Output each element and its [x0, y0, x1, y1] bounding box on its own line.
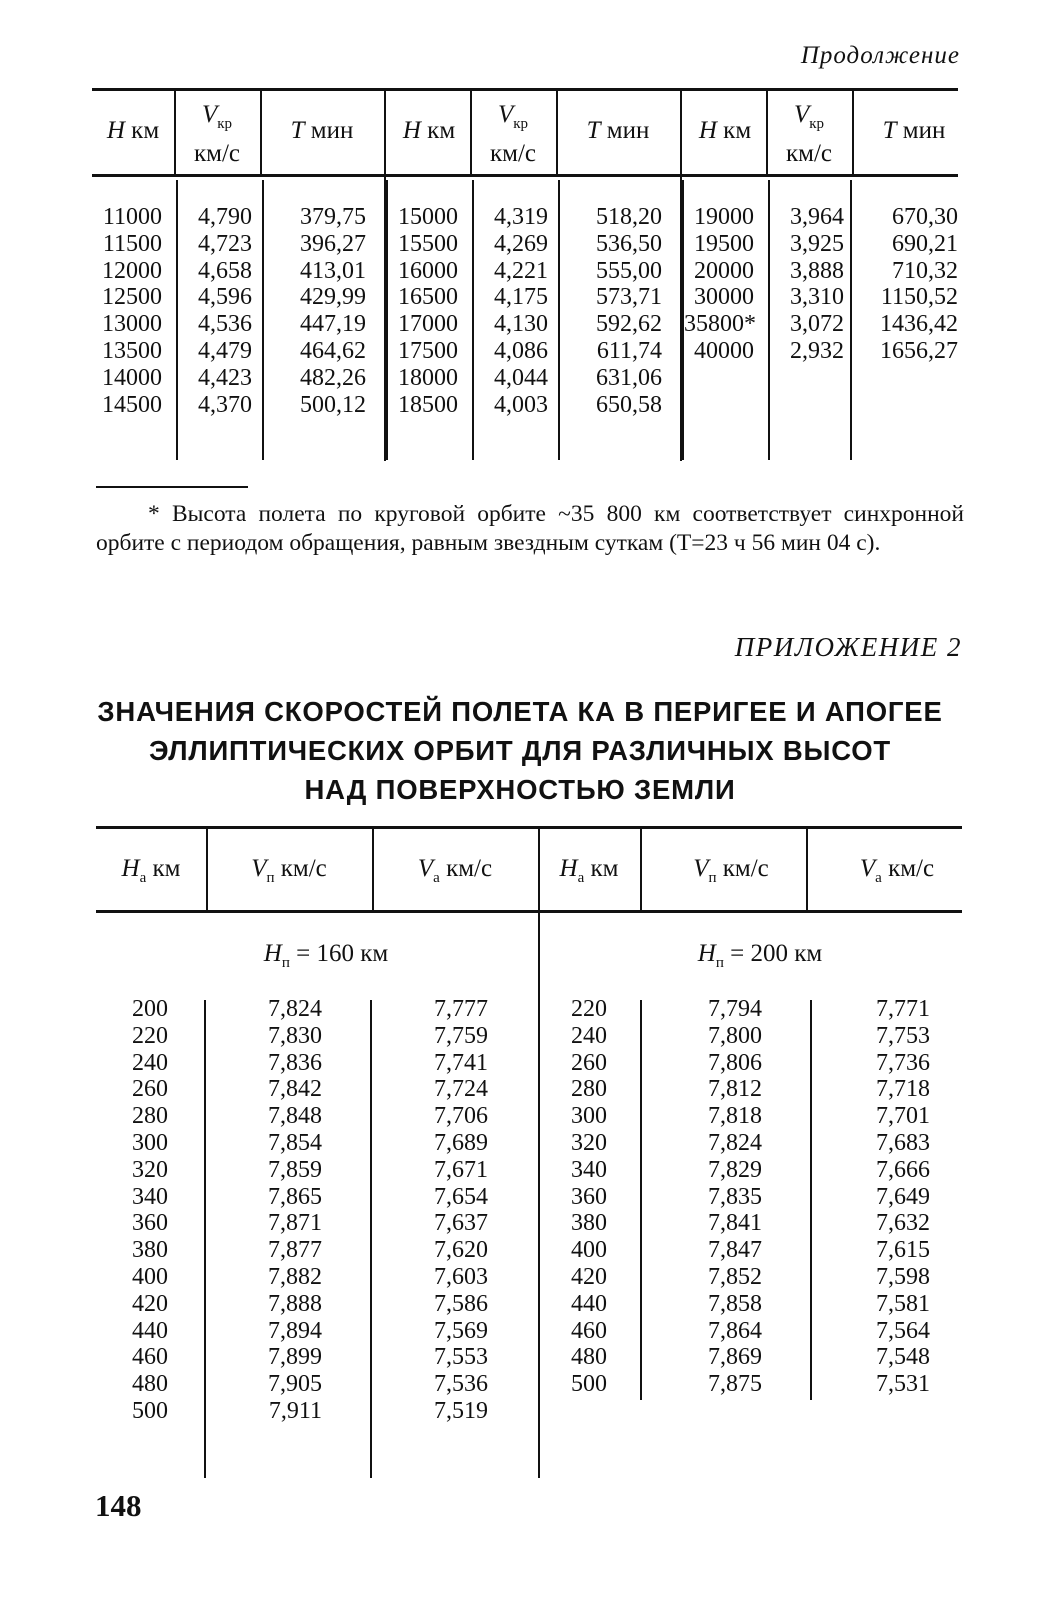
table-cell: 320 — [571, 1129, 607, 1156]
table-cell: 15000 — [398, 204, 458, 230]
table-cell: 592,62 — [596, 311, 662, 338]
table-cell: 4,536 — [198, 311, 252, 338]
table-cell: 11000 — [102, 204, 162, 230]
table-cell: 650,58 — [596, 391, 662, 418]
table-cell: 7,829 — [708, 1156, 762, 1183]
table-cell: 1436,42 — [880, 311, 958, 338]
table1-column-T — [556, 204, 662, 418]
table-cell: 320 — [132, 1156, 168, 1183]
table2-column-divider — [204, 1000, 206, 1478]
table2-column-divider — [640, 1000, 642, 1400]
table-cell: 7,615 — [876, 1237, 930, 1264]
table-cell: 7,581 — [876, 1290, 930, 1317]
table-cell: 7,689 — [434, 1129, 488, 1156]
table-cell: 460 — [571, 1317, 607, 1344]
table-cell: 7,835 — [708, 1183, 762, 1210]
table-cell: 18000 — [398, 364, 458, 391]
table-cell: 19000 — [694, 204, 754, 230]
table-cell: 2,932 — [790, 337, 844, 364]
table-cell: 690,21 — [892, 230, 958, 257]
table-cell: 4,221 — [494, 257, 548, 284]
table1-column-V — [476, 204, 548, 418]
table2-header-cell: $V_а$ км/с — [859, 855, 935, 886]
table-cell: 35800* — [684, 311, 756, 338]
appendix-label: ПРИЛОЖЕНИЕ 2 — [734, 632, 962, 662]
table-cell: 710,32 — [892, 257, 958, 284]
table-cell: 7,911 — [268, 1397, 322, 1424]
table1-column-divider — [472, 180, 474, 460]
table1-column-T — [852, 204, 958, 365]
table-cell: 12000 — [102, 257, 162, 284]
table-cell: 480 — [571, 1344, 607, 1371]
title-line: НАД ПОВЕРХНОСТЬЮ ЗЕМЛИ — [304, 774, 736, 805]
table1-top-rule — [92, 88, 958, 91]
table-cell: 280 — [132, 1103, 168, 1130]
table-cell: 16000 — [398, 257, 458, 284]
table2-header-cell: $V_а$ км/с — [417, 855, 493, 886]
table-cell: 260 — [132, 1076, 168, 1103]
table-cell: 7,869 — [708, 1344, 762, 1371]
table-cell: 4,723 — [198, 230, 252, 257]
table1-header-cell: T мин — [586, 117, 650, 144]
table-cell: 7,531 — [876, 1371, 930, 1398]
table1-column-H — [92, 204, 162, 418]
table-cell: 1656,27 — [880, 337, 958, 364]
table-cell: 7,564 — [876, 1317, 930, 1344]
table1-header-cell: H км — [698, 117, 752, 144]
table-cell: 13500 — [102, 337, 162, 364]
table-cell: 7,882 — [268, 1263, 322, 1290]
table-cell: 7,683 — [876, 1129, 930, 1156]
table-cell: 3,072 — [790, 311, 844, 338]
table-cell: 7,553 — [434, 1344, 488, 1371]
table-cell: 7,858 — [708, 1290, 762, 1317]
table-cell: 7,824 — [268, 996, 322, 1022]
table1-column-divider — [176, 180, 178, 460]
table-cell: 12500 — [102, 284, 162, 311]
footnote-rule — [96, 486, 248, 488]
table-cell: 7,830 — [268, 1022, 322, 1049]
table-cell: 7,666 — [876, 1156, 930, 1183]
table-cell: 631,06 — [596, 364, 662, 391]
table-cell: 670,30 — [892, 204, 958, 230]
table2-column-Ha — [100, 996, 168, 1425]
table-cell: 7,718 — [876, 1076, 930, 1103]
table-cell: 340 — [132, 1183, 168, 1210]
table-cell: 11500 — [102, 230, 162, 257]
table-cell: 240 — [571, 1022, 607, 1049]
table-cell: 17000 — [398, 311, 458, 338]
table-cell: 7,848 — [268, 1103, 322, 1130]
table-cell: 4,423 — [198, 364, 252, 391]
table-cell: 7,841 — [708, 1210, 762, 1237]
table-cell: 7,852 — [708, 1263, 762, 1290]
table-cell: 500,12 — [300, 391, 366, 418]
table-cell: 480 — [132, 1371, 168, 1398]
table-cell: 20000 — [694, 257, 754, 284]
table-cell: 573,71 — [596, 284, 662, 311]
table-cell: 19500 — [694, 230, 754, 257]
table1-header-rule — [92, 174, 958, 177]
table-cell: 14000 — [102, 364, 162, 391]
table2-header-cell: $V_п$ км/с — [251, 855, 327, 886]
table-cell: 4,658 — [198, 257, 252, 284]
table-cell: 7,701 — [876, 1103, 930, 1130]
table-cell: 460 — [132, 1344, 168, 1371]
table-cell: 7,894 — [268, 1317, 322, 1344]
table-cell: 7,741 — [434, 1049, 488, 1076]
page-title — [60, 692, 980, 809]
table-cell: 518,20 — [596, 204, 662, 230]
table2-header-rule — [96, 910, 962, 913]
table1-column-H — [388, 204, 458, 418]
table-cell: 340 — [571, 1156, 607, 1183]
table-cell: 7,637 — [434, 1210, 488, 1237]
table-cell: 7,649 — [876, 1183, 930, 1210]
table2-subheader: $H_п = 160$ км — [263, 940, 389, 971]
table2-column-Vp — [240, 996, 322, 1425]
table2-column-Ha — [545, 996, 607, 1398]
table-cell: 7,671 — [434, 1156, 488, 1183]
table-cell: 7,854 — [268, 1129, 322, 1156]
table2-column-Va — [848, 996, 930, 1398]
table-cell: 420 — [132, 1290, 168, 1317]
table-cell: 4,003 — [494, 391, 548, 418]
table-cell: 1150,52 — [880, 284, 958, 311]
table1-header-cell: H км — [402, 117, 456, 144]
table-cell: 4,175 — [494, 284, 548, 311]
table-cell: 40000 — [694, 337, 754, 364]
table-cell: 7,847 — [708, 1237, 762, 1264]
table-cell: 7,632 — [876, 1210, 930, 1237]
table1-header-cell: $V_{кр}$ км/с — [489, 101, 536, 167]
table-cell: 413,01 — [300, 257, 366, 284]
table-cell: 280 — [571, 1076, 607, 1103]
table-cell: 482,26 — [300, 364, 366, 391]
table-cell: 7,569 — [434, 1317, 488, 1344]
table-cell: 7,598 — [876, 1263, 930, 1290]
table-cell: 14500 — [102, 391, 162, 418]
table-cell: 7,871 — [268, 1210, 322, 1237]
table-cell: 300 — [132, 1129, 168, 1156]
table-cell: 360 — [132, 1210, 168, 1237]
table-cell: 447,19 — [300, 311, 366, 338]
table-cell: 260 — [571, 1049, 607, 1076]
table1-column-V — [180, 204, 252, 418]
table-cell: 360 — [571, 1183, 607, 1210]
page-number: 148 — [95, 1488, 142, 1523]
table-cell: 7,603 — [434, 1263, 488, 1290]
table-cell: 7,771 — [876, 996, 930, 1022]
table-cell: 4,479 — [198, 337, 252, 364]
table-cell: 7,818 — [708, 1103, 762, 1130]
table2-column-Vp — [680, 996, 762, 1398]
table1-header-cell: T мин — [290, 117, 354, 144]
table-cell: 7,586 — [434, 1290, 488, 1317]
table-cell: 7,706 — [434, 1103, 488, 1130]
table-cell: 300 — [571, 1103, 607, 1130]
table-cell: 4,086 — [494, 337, 548, 364]
table-cell: 4,596 — [198, 284, 252, 311]
table-cell: 15500 — [398, 230, 458, 257]
table1-column-V — [772, 204, 844, 365]
table-cell: 500 — [132, 1397, 168, 1424]
table-cell: 464,62 — [300, 337, 366, 364]
table-cell: 7,812 — [708, 1076, 762, 1103]
table-cell: 7,888 — [268, 1290, 322, 1317]
table1-header-cell: T мин — [882, 117, 946, 144]
table2-header-cell: $H_а$ км — [559, 855, 619, 886]
table2-subheader: $H_п = 200$ км — [697, 940, 823, 971]
table-cell: 7,759 — [434, 1022, 488, 1049]
table-cell: 4,044 — [494, 364, 548, 391]
table1-header-cell: $V_{кр}$ км/с — [785, 101, 832, 167]
table-cell: 3,888 — [790, 257, 844, 284]
table-cell: 380 — [132, 1237, 168, 1264]
table1-header-cell: H км — [106, 117, 160, 144]
table-cell: 7,777 — [434, 996, 488, 1022]
table-cell: 200 — [132, 996, 168, 1022]
table2-column-Va — [406, 996, 488, 1425]
table-cell: 7,877 — [268, 1237, 322, 1264]
table-cell: 7,753 — [876, 1022, 930, 1049]
table-cell: 7,620 — [434, 1237, 488, 1264]
table-cell: 7,905 — [268, 1371, 322, 1398]
table-cell: 220 — [132, 1022, 168, 1049]
table2-column-divider — [640, 829, 642, 910]
table1-column-divider — [768, 180, 770, 460]
table-cell: 379,75 — [300, 204, 366, 230]
table-cell: 4,790 — [198, 204, 252, 230]
table-cell: 220 — [571, 996, 607, 1022]
title-line: ЭЛЛИПТИЧЕСКИХ ОРБИТ ДЛЯ РАЗЛИЧНЫХ ВЫСОТ — [148, 735, 892, 766]
table-cell: 7,865 — [268, 1183, 322, 1210]
table2-column-divider — [370, 1000, 372, 1478]
table-cell: 3,925 — [790, 230, 844, 257]
table-cell: 3,964 — [790, 204, 844, 230]
table-cell: 16500 — [398, 284, 458, 311]
table-cell: 4,130 — [494, 311, 548, 338]
table2-header-cell: $V_п$ км/с — [693, 855, 769, 886]
table-cell: 240 — [132, 1049, 168, 1076]
footnote: * Высота полета по круговой орбите ~35 800 км соответствует синхронной орбите с периодом обращения, равным звездным суткам (T=23 ч 56 мин 04 с). — [96, 501, 964, 556]
table-cell: 7,548 — [876, 1344, 930, 1371]
table-cell: 7,899 — [268, 1344, 322, 1371]
table-cell: 380 — [571, 1210, 607, 1237]
table-cell: 429,99 — [300, 284, 366, 311]
table2-group-divider — [538, 913, 540, 1478]
table-cell: 4,319 — [494, 204, 548, 230]
table-cell: 4,269 — [494, 230, 548, 257]
table-cell: 7,842 — [268, 1076, 322, 1103]
table-cell: 7,824 — [708, 1129, 762, 1156]
table-cell: 440 — [132, 1317, 168, 1344]
table2-header-cell: $H_а$ км — [121, 855, 181, 886]
table-cell: 7,836 — [268, 1049, 322, 1076]
table-cell: 7,794 — [708, 996, 762, 1022]
table-cell: 18500 — [398, 391, 458, 418]
table-cell: 7,736 — [876, 1049, 930, 1076]
table1-column-T — [260, 204, 366, 418]
table2-column-divider — [810, 1000, 812, 1400]
table-cell: 7,654 — [434, 1183, 488, 1210]
table-cell: 7,536 — [434, 1371, 488, 1398]
table-cell: 400 — [132, 1263, 168, 1290]
table-cell: 3,310 — [790, 284, 844, 311]
table-cell: 611,74 — [596, 337, 662, 364]
table1-header-cell: $V_{кр}$ км/с — [193, 101, 240, 167]
table-cell: 13000 — [102, 311, 162, 338]
table-cell: 17500 — [398, 337, 458, 364]
table-cell: 4,370 — [198, 391, 252, 418]
table-cell: 7,800 — [708, 1022, 762, 1049]
table-cell: 7,875 — [708, 1371, 762, 1398]
table-cell: 555,00 — [596, 257, 662, 284]
table2-top-rule — [96, 826, 962, 829]
table-cell: 500 — [571, 1371, 607, 1398]
table-cell: 7,806 — [708, 1049, 762, 1076]
table-cell: 440 — [571, 1290, 607, 1317]
table-cell: 7,724 — [434, 1076, 488, 1103]
table1-column-H — [684, 204, 754, 365]
table-cell: 7,864 — [708, 1317, 762, 1344]
title-line: ЗНАЧЕНИЯ СКОРОСТЕЙ ПОЛЕТА КА В ПЕРИГЕЕ И АПОГЕЕ — [97, 696, 943, 727]
continuation-label: Продолжение — [800, 42, 960, 69]
table-cell: 536,50 — [596, 230, 662, 257]
table-cell: 420 — [571, 1263, 607, 1290]
table-cell: 30000 — [694, 284, 754, 311]
table-cell: 7,859 — [268, 1156, 322, 1183]
table-cell: 396,27 — [300, 230, 366, 257]
table-cell: 7,519 — [434, 1397, 488, 1424]
table-cell: 400 — [571, 1237, 607, 1264]
